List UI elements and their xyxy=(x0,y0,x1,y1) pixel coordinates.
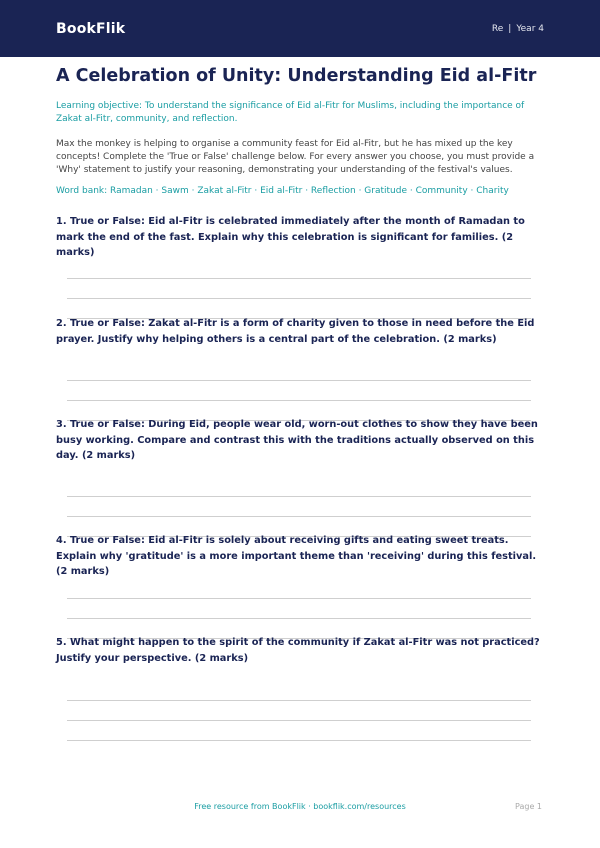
answer-line[interactable] xyxy=(67,720,531,721)
question-4: 4. True or False: Eid al-Fitr is solely about receiving gifts and eating sweet treats. Explain why 'gratitude' is a more important theme than 'receiving' during this festival. (2 marks) xyxy=(56,535,537,577)
answer-line[interactable] xyxy=(67,700,531,701)
answer-line[interactable] xyxy=(67,618,531,619)
answer-line[interactable] xyxy=(67,380,531,381)
answer-line[interactable] xyxy=(67,278,531,279)
page-number: Page 1 xyxy=(515,802,542,811)
page-header xyxy=(0,0,600,57)
answer-line[interactable] xyxy=(67,298,531,299)
footer-credit[interactable]: Free resource from BookFlik · bookflik.com/resources xyxy=(194,802,406,811)
answer-line[interactable] xyxy=(67,598,531,599)
answer-line[interactable] xyxy=(67,496,531,497)
word-bank: Word bank: Ramadan · Sawm · Zakat al-Fitr · Eid al-Fitr · Reflection · Gratitude · Community · Charity xyxy=(56,186,509,196)
subject-year xyxy=(492,24,544,34)
answer-line[interactable] xyxy=(67,400,531,401)
subject-label: Re xyxy=(491,23,504,34)
worksheet-title: A Celebration of Unity: Understanding Eid al-Fitr xyxy=(56,66,537,86)
intro-paragraph: Max the monkey is helping to organise a community feast for Eid al-Fitr, but he has mixed up the key concepts! Complete the 'True or False' challenge below. For every answer you choose, you must provide a 'Why' statement to justify your reasoning, demonstrating your understanding of the festival's values. xyxy=(56,139,535,175)
meta-separator: | xyxy=(508,23,512,34)
answer-line[interactable] xyxy=(67,740,531,741)
learning-objective: Learning objective: To understand the significance of Eid al-Fitr for Muslims, including the importance of Zakat al-Fitr, community, and reflection. xyxy=(56,101,525,124)
brand-logo[interactable]: BookFlik xyxy=(56,20,126,37)
year-label: Year 4 xyxy=(516,23,544,34)
answer-line[interactable] xyxy=(67,516,531,517)
question-1: 1. True or False: Eid al-Fitr is celebrated immediately after the month of Ramadan to mark the end of the fast. Explain why this celebration is significant for families. (2 marks) xyxy=(56,216,525,258)
question-5: 5. What might happen to the spirit of the community if Zakat al-Fitr was not practiced? Justify your perspective. (2 marks) xyxy=(56,637,540,664)
question-3: 3. True or False: During Eid, people wear old, worn-out clothes to show they have been busy working. Compare and contrast this with the traditions actually observed on this day. (2 marks) xyxy=(56,419,538,461)
question-2: 2. True or False: Zakat al-Fitr is a form of charity given to those in need before the Eid prayer. Justify why helping others is a central part of the celebration. (2 marks) xyxy=(56,318,535,345)
